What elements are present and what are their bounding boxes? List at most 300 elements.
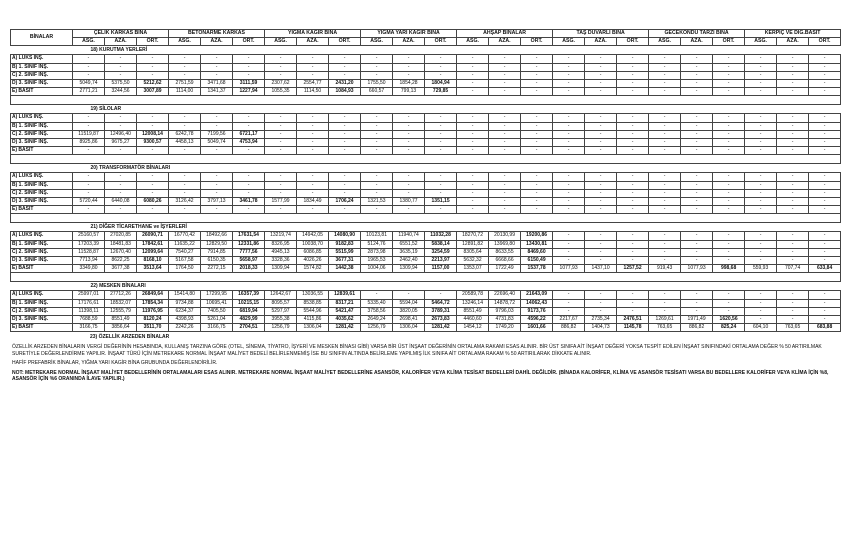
table-cell: - [553, 206, 585, 214]
table-cell: - [713, 139, 745, 147]
table-cell: - [265, 55, 297, 63]
table-cell: - [681, 88, 713, 96]
table-cell: - [265, 181, 297, 189]
table-cell: 6440,08 [105, 198, 137, 206]
table-cell: - [137, 189, 169, 197]
table-cell: - [425, 139, 457, 147]
table-cell: - [617, 139, 649, 147]
table-cell: - [553, 198, 585, 206]
subheader-row [11, 38, 841, 46]
header-group: AHŞAP BİNALAR [457, 30, 553, 38]
subheader-cell: ORT. [425, 38, 457, 46]
table-cell: - [585, 88, 617, 96]
table-cell: - [521, 173, 553, 181]
table-cell: - [457, 71, 489, 79]
table-cell: 13246,14 [457, 299, 489, 307]
table-cell: - [233, 189, 265, 197]
table-cell: - [489, 198, 521, 206]
table-cell: 6819,94 [233, 307, 265, 315]
row-label: D) 3. SINIF İNŞ. [11, 139, 73, 147]
table-cell: - [73, 71, 105, 79]
table-cell: - [425, 173, 457, 181]
table-cell: - [457, 63, 489, 71]
table-cell: 26849,64 [137, 291, 169, 299]
table-cell: - [361, 71, 393, 79]
table-cell: - [777, 114, 809, 122]
table-cell: 4458,13 [169, 139, 201, 147]
table-cell: 1971,49 [681, 316, 713, 324]
table-cell: 919,43 [649, 265, 681, 273]
table-cell: - [649, 206, 681, 214]
section-gap [11, 96, 841, 105]
table-cell: - [585, 55, 617, 63]
table-cell: 8120,24 [137, 316, 169, 324]
table-cell: - [681, 240, 713, 248]
table-cell: - [809, 55, 841, 63]
table-cell: - [329, 147, 361, 155]
table-cell: - [521, 206, 553, 214]
table-cell: - [585, 248, 617, 256]
table-cell: - [713, 88, 745, 96]
table-cell: - [361, 139, 393, 147]
table-cell: 12670,40 [105, 248, 137, 256]
table-cell: - [521, 147, 553, 155]
table-cell: - [713, 114, 745, 122]
table-cell: - [649, 173, 681, 181]
table-cell: 6080,26 [137, 198, 169, 206]
table-cell: - [425, 189, 457, 197]
table-cell: - [713, 299, 745, 307]
table-cell: 1755,50 [361, 80, 393, 88]
table-cell: - [233, 122, 265, 130]
table-cell: - [713, 80, 745, 88]
subheader-cell: ASG. [361, 38, 393, 46]
table-cell: - [809, 206, 841, 214]
table-cell: - [425, 206, 457, 214]
table-cell: 12839,61 [329, 291, 361, 299]
table-cell: 9675,27 [105, 139, 137, 147]
table-cell: 2735,34 [585, 316, 617, 324]
table-cell: - [297, 139, 329, 147]
table-cell: - [489, 122, 521, 130]
table-cell: - [169, 122, 201, 130]
row-label: B) 1. SINIF İNŞ. [11, 240, 73, 248]
table-cell: 707,74 [777, 265, 809, 273]
notes-title: 23) ÖZELLİK ARZEDEN BİNALAR [90, 334, 170, 341]
table-cell: - [617, 189, 649, 197]
table-cell: - [809, 114, 841, 122]
table-cell: - [169, 181, 201, 189]
table-cell: 1749,20 [489, 324, 521, 332]
table-cell: - [265, 147, 297, 155]
table-cell: - [297, 122, 329, 130]
row-label: E) BASİT [11, 206, 73, 214]
table-cell: 3677,38 [105, 265, 137, 273]
table-cell: 3635,19 [393, 248, 425, 256]
table-cell: - [745, 257, 777, 265]
table-cell: - [329, 71, 361, 79]
table-cell: - [777, 122, 809, 130]
row-label: D) 3. SINIF İNŞ. [11, 316, 73, 324]
table-cell: 660,57 [361, 88, 393, 96]
table-cell: - [681, 114, 713, 122]
table-cell: - [585, 80, 617, 88]
table-cell: - [809, 189, 841, 197]
table-cell: - [457, 55, 489, 63]
table-cell: 3758,56 [361, 307, 393, 315]
table-cell: 4945,13 [265, 248, 297, 256]
table-cell: 2873,98 [361, 248, 393, 256]
table-cell: 1620,56 [713, 316, 745, 324]
row-label: D) 3. SINIF İNŞ. [11, 257, 73, 265]
table-cell: - [777, 80, 809, 88]
table-cell: - [649, 291, 681, 299]
table-cell: - [233, 181, 265, 189]
table-cell: 4398,93 [169, 316, 201, 324]
table-cell: - [809, 257, 841, 265]
table-cell: - [809, 88, 841, 96]
table-cell: - [553, 130, 585, 138]
table-cell: 1306,04 [393, 324, 425, 332]
table-cell: 8095,57 [265, 299, 297, 307]
table-cell: 8326,95 [265, 240, 297, 248]
table-cell: - [329, 130, 361, 138]
table-cell: 10695,41 [201, 299, 233, 307]
table-cell: - [553, 114, 585, 122]
table-cell: 998,68 [713, 265, 745, 273]
table-cell: 2771,21 [73, 88, 105, 96]
header-group: GECEKONDU TARZI BİNA [649, 30, 745, 38]
table-cell: 4753,94 [233, 139, 265, 147]
table-cell: - [649, 299, 681, 307]
table-cell: - [361, 55, 393, 63]
row-label: C) 2. SINIF İNŞ. [11, 248, 73, 256]
table-cell: - [777, 198, 809, 206]
table-cell: 5720,44 [73, 198, 105, 206]
table-cell: 14878,72 [489, 299, 521, 307]
table-cell: - [617, 198, 649, 206]
table-cell: 5167,58 [169, 257, 201, 265]
subheader-cell: ASG. [649, 38, 681, 46]
table-cell: 2242,26 [169, 324, 201, 332]
header-corner: BİNALAR [11, 30, 73, 46]
table-cell: - [713, 307, 745, 315]
table-cell: 8538,85 [297, 299, 329, 307]
table-cell: - [105, 114, 137, 122]
table-cell: - [649, 181, 681, 189]
table-cell: 3955,38 [265, 316, 297, 324]
table-cell: 1764,50 [169, 265, 201, 273]
table-cell: 1454,12 [457, 324, 489, 332]
table-cell: 5838,14 [425, 240, 457, 248]
table-cell: 13430,81 [521, 240, 553, 248]
table-cell: - [297, 55, 329, 63]
table-cell: - [649, 240, 681, 248]
table-cell: - [169, 55, 201, 63]
table-cell: - [553, 291, 585, 299]
table-cell: - [649, 139, 681, 147]
table-cell: 559,93 [745, 265, 777, 273]
table-cell: - [617, 307, 649, 315]
table-cell: 4115,86 [297, 316, 329, 324]
table-cell: 1256,79 [265, 324, 297, 332]
table-cell: 2217,67 [553, 316, 585, 324]
table-cell: - [681, 122, 713, 130]
table-cell: 17203,39 [73, 240, 105, 248]
table-cell: 1341,37 [201, 88, 233, 96]
table-cell: - [713, 173, 745, 181]
table-cell: - [329, 173, 361, 181]
row-label: A) LÜKS İNŞ. [11, 232, 73, 240]
table-cell: 1227,94 [233, 88, 265, 96]
table-cell: - [297, 147, 329, 155]
section-title-row [11, 282, 841, 291]
table-cell: 6150,49 [521, 257, 553, 265]
table-cell: - [553, 232, 585, 240]
notes-block [10, 334, 840, 383]
table-cell: - [681, 130, 713, 138]
table-cell: - [713, 257, 745, 265]
table-cell: 1353,07 [457, 265, 489, 273]
table-cell: 12099,64 [137, 248, 169, 256]
table-cell: - [809, 291, 841, 299]
table-cell: 26090,71 [137, 232, 169, 240]
section-title: 18) KURUTMA YERLERİ [11, 46, 841, 55]
table-cell: 9734,88 [169, 299, 201, 307]
table-cell: - [777, 189, 809, 197]
table-cell: 1256,79 [361, 324, 393, 332]
table-cell: - [201, 173, 233, 181]
row-label: C) 2. SINIF İNŞ. [11, 71, 73, 79]
table-cell: - [681, 71, 713, 79]
table-cell: - [201, 55, 233, 63]
table-cell: 18481,83 [105, 240, 137, 248]
table-row [11, 147, 841, 155]
table-row [11, 130, 841, 138]
table-cell: - [681, 80, 713, 88]
table-cell: 1965,53 [361, 257, 393, 265]
table-cell: - [521, 139, 553, 147]
table-cell: - [777, 248, 809, 256]
table-cell: - [105, 147, 137, 155]
table-cell: 4026,26 [297, 257, 329, 265]
section-title: 22) MESKEN BİNALARI [11, 282, 841, 291]
table-cell: - [585, 206, 617, 214]
table-cell: - [361, 63, 393, 71]
table-cell: - [745, 181, 777, 189]
table-cell: - [649, 147, 681, 155]
table-cell: - [521, 181, 553, 189]
table-cell: 8168,10 [137, 257, 169, 265]
table-cell: 6551,52 [393, 240, 425, 248]
table-cell: - [265, 114, 297, 122]
table-cell: 8633,55 [489, 248, 521, 256]
table-cell: - [681, 299, 713, 307]
table-cell: 16357,39 [233, 291, 265, 299]
table-cell: - [489, 147, 521, 155]
table-cell: - [201, 181, 233, 189]
gap-cell [11, 96, 73, 105]
table-cell: 4829,99 [233, 316, 265, 324]
table-cell: - [265, 139, 297, 147]
table-cell: 13219,74 [265, 232, 297, 240]
table-cell: 1309,94 [265, 265, 297, 273]
table-cell: - [681, 181, 713, 189]
table-cell: - [425, 291, 457, 299]
notes-paragraph-1: ÖZELLİK ARZEDEN BİNALARIN VERGİ DEĞERİNİN HESABINDA, KULLANIŞ TARZINA GÖRE (OTEL, SİNEMA, TİYATRO, İŞYERİ VE MESKEN BİNASI GİBİ) VARSA BİR ÜST İNŞAAT DEĞERİNİN ORTALAMA RAKAMI ESAS ALINIR. BİR ÜST SINIFA AİT İNŞAAT DEĞERİ YOKSA TESPİT EDİLEN İNŞAAT SINIFINDAKİ ORTALAMA DEĞER % 50 ARTIRILMAK SURETİYLE DEĞERLENDİRME YAPILIR. İNŞAAT TÜRÜ İÇİN METREKARE NORMAL İNŞAAT MALİYET BEDELİ BELİRLENMEMİŞ İSE BU SINIFIN ALTINDA BELİRLEME YAPILMIŞ İLK SINIFA AİT ORTALAMA RAKAM % 50 ARTIRILARAK DİKKATE ALINIR. [12, 344, 822, 357]
table-cell: - [745, 71, 777, 79]
table-cell: - [521, 88, 553, 96]
table-cell: - [649, 307, 681, 315]
table-cell: - [361, 114, 393, 122]
table-cell: - [329, 55, 361, 63]
header-group: KERPİÇ VE DİĞ.BASİT [745, 30, 841, 38]
table-cell: - [233, 206, 265, 214]
table-cell: 18492,66 [201, 232, 233, 240]
table-cell: - [585, 240, 617, 248]
table-cell: - [393, 130, 425, 138]
table-cell: - [137, 173, 169, 181]
table-cell: 729,85 [425, 88, 457, 96]
table-cell: - [489, 71, 521, 79]
table-cell: 17176,61 [73, 299, 105, 307]
table-cell: - [297, 130, 329, 138]
table-cell: - [265, 189, 297, 197]
table-cell: - [361, 206, 393, 214]
table-cell: 11940,74 [393, 232, 425, 240]
table-cell: - [329, 122, 361, 130]
table-cell: 1722,49 [489, 265, 521, 273]
table-cell: 4731,83 [489, 316, 521, 324]
table-cell: 3111,59 [233, 80, 265, 88]
table-cell: 1404,73 [585, 324, 617, 332]
table-cell: 3328,36 [265, 257, 297, 265]
table-cell: 17854,34 [137, 299, 169, 307]
table-cell: 27712,26 [105, 291, 137, 299]
table-cell: 2213,97 [425, 257, 457, 265]
subheader-cell: ORT. [521, 38, 553, 46]
table-cell: - [617, 88, 649, 96]
table-cell: - [137, 55, 169, 63]
table-cell: 1145,78 [617, 324, 649, 332]
section-gap [11, 273, 841, 282]
table-cell: 3126,42 [169, 198, 201, 206]
table-cell: - [457, 173, 489, 181]
table-cell: - [553, 299, 585, 307]
table-cell: 1084,93 [329, 88, 361, 96]
subheader-cell: AZA. [297, 38, 329, 46]
subheader-cell: AZA. [489, 38, 521, 46]
table-cell: - [521, 55, 553, 63]
table-row [11, 198, 841, 206]
table-cell: - [361, 130, 393, 138]
table-cell: - [105, 122, 137, 130]
row-label: A) LÜKS İNŞ. [11, 114, 73, 122]
gap-cell [73, 214, 841, 223]
table-cell: - [489, 206, 521, 214]
table-cell: - [105, 181, 137, 189]
table-cell: - [713, 206, 745, 214]
table-cell: - [681, 248, 713, 256]
row-label: B) 1. SINIF İNŞ. [11, 122, 73, 130]
table-cell: 3349,80 [73, 265, 105, 273]
table-cell: 1257,52 [617, 265, 649, 273]
section-gap [11, 155, 841, 164]
table-cell: 3471,68 [201, 80, 233, 88]
table-cell: 12829,50 [201, 240, 233, 248]
subheader-cell: ORT. [713, 38, 745, 46]
table-cell: - [649, 55, 681, 63]
table-cell: - [169, 189, 201, 197]
table-cell: 5049,74 [73, 80, 105, 88]
table-cell: - [521, 80, 553, 88]
table-cell: - [585, 181, 617, 189]
table-cell: - [169, 173, 201, 181]
table-cell: 7713,94 [73, 257, 105, 265]
subheader-cell: ASG. [553, 38, 585, 46]
table-cell: - [585, 232, 617, 240]
subheader-cell: AZA. [105, 38, 137, 46]
table-cell: 7199,56 [201, 130, 233, 138]
table-cell: 3166,75 [73, 324, 105, 332]
table-cell: 19200,86 [521, 232, 553, 240]
table-cell: - [169, 71, 201, 79]
table-cell: 5335,40 [361, 299, 393, 307]
table-cell: - [329, 189, 361, 197]
table-cell: - [745, 88, 777, 96]
table-cell: - [425, 181, 457, 189]
table-cell: - [585, 63, 617, 71]
table-cell: 20130,99 [489, 232, 521, 240]
table-cell: - [553, 139, 585, 147]
table-cell: 8469,60 [521, 248, 553, 256]
table-cell: - [585, 139, 617, 147]
table-cell: - [713, 240, 745, 248]
table-cell: - [201, 63, 233, 71]
table-cell: - [745, 139, 777, 147]
table-cell: - [777, 130, 809, 138]
header-row [11, 30, 841, 38]
section-title-row [11, 105, 841, 114]
table-cell: - [809, 299, 841, 307]
table-cell: - [681, 147, 713, 155]
table-cell: - [745, 147, 777, 155]
table-cell: 3007,89 [137, 88, 169, 96]
table-cell: 25160,57 [73, 232, 105, 240]
subheader-cell: AZA. [201, 38, 233, 46]
table-cell: - [585, 173, 617, 181]
table-cell: 18270,72 [457, 232, 489, 240]
table-cell: - [585, 71, 617, 79]
table-cell: - [777, 71, 809, 79]
table-cell: 1380,77 [393, 198, 425, 206]
table-cell: 5375,50 [105, 80, 137, 88]
table-cell: 6086,85 [297, 248, 329, 256]
table-cell: - [713, 55, 745, 63]
row-label: B) 1. SINIF İNŞ. [11, 181, 73, 189]
table-cell: - [457, 80, 489, 88]
table-cell: - [745, 189, 777, 197]
table-cell: - [553, 257, 585, 265]
table-cell: - [713, 147, 745, 155]
table-cell: - [73, 63, 105, 71]
table-cell: - [265, 71, 297, 79]
table-cell: 2476,51 [617, 316, 649, 324]
table-cell: - [425, 114, 457, 122]
table-cell: - [201, 206, 233, 214]
subheader-cell: ASG. [73, 38, 105, 46]
table-cell: - [745, 63, 777, 71]
